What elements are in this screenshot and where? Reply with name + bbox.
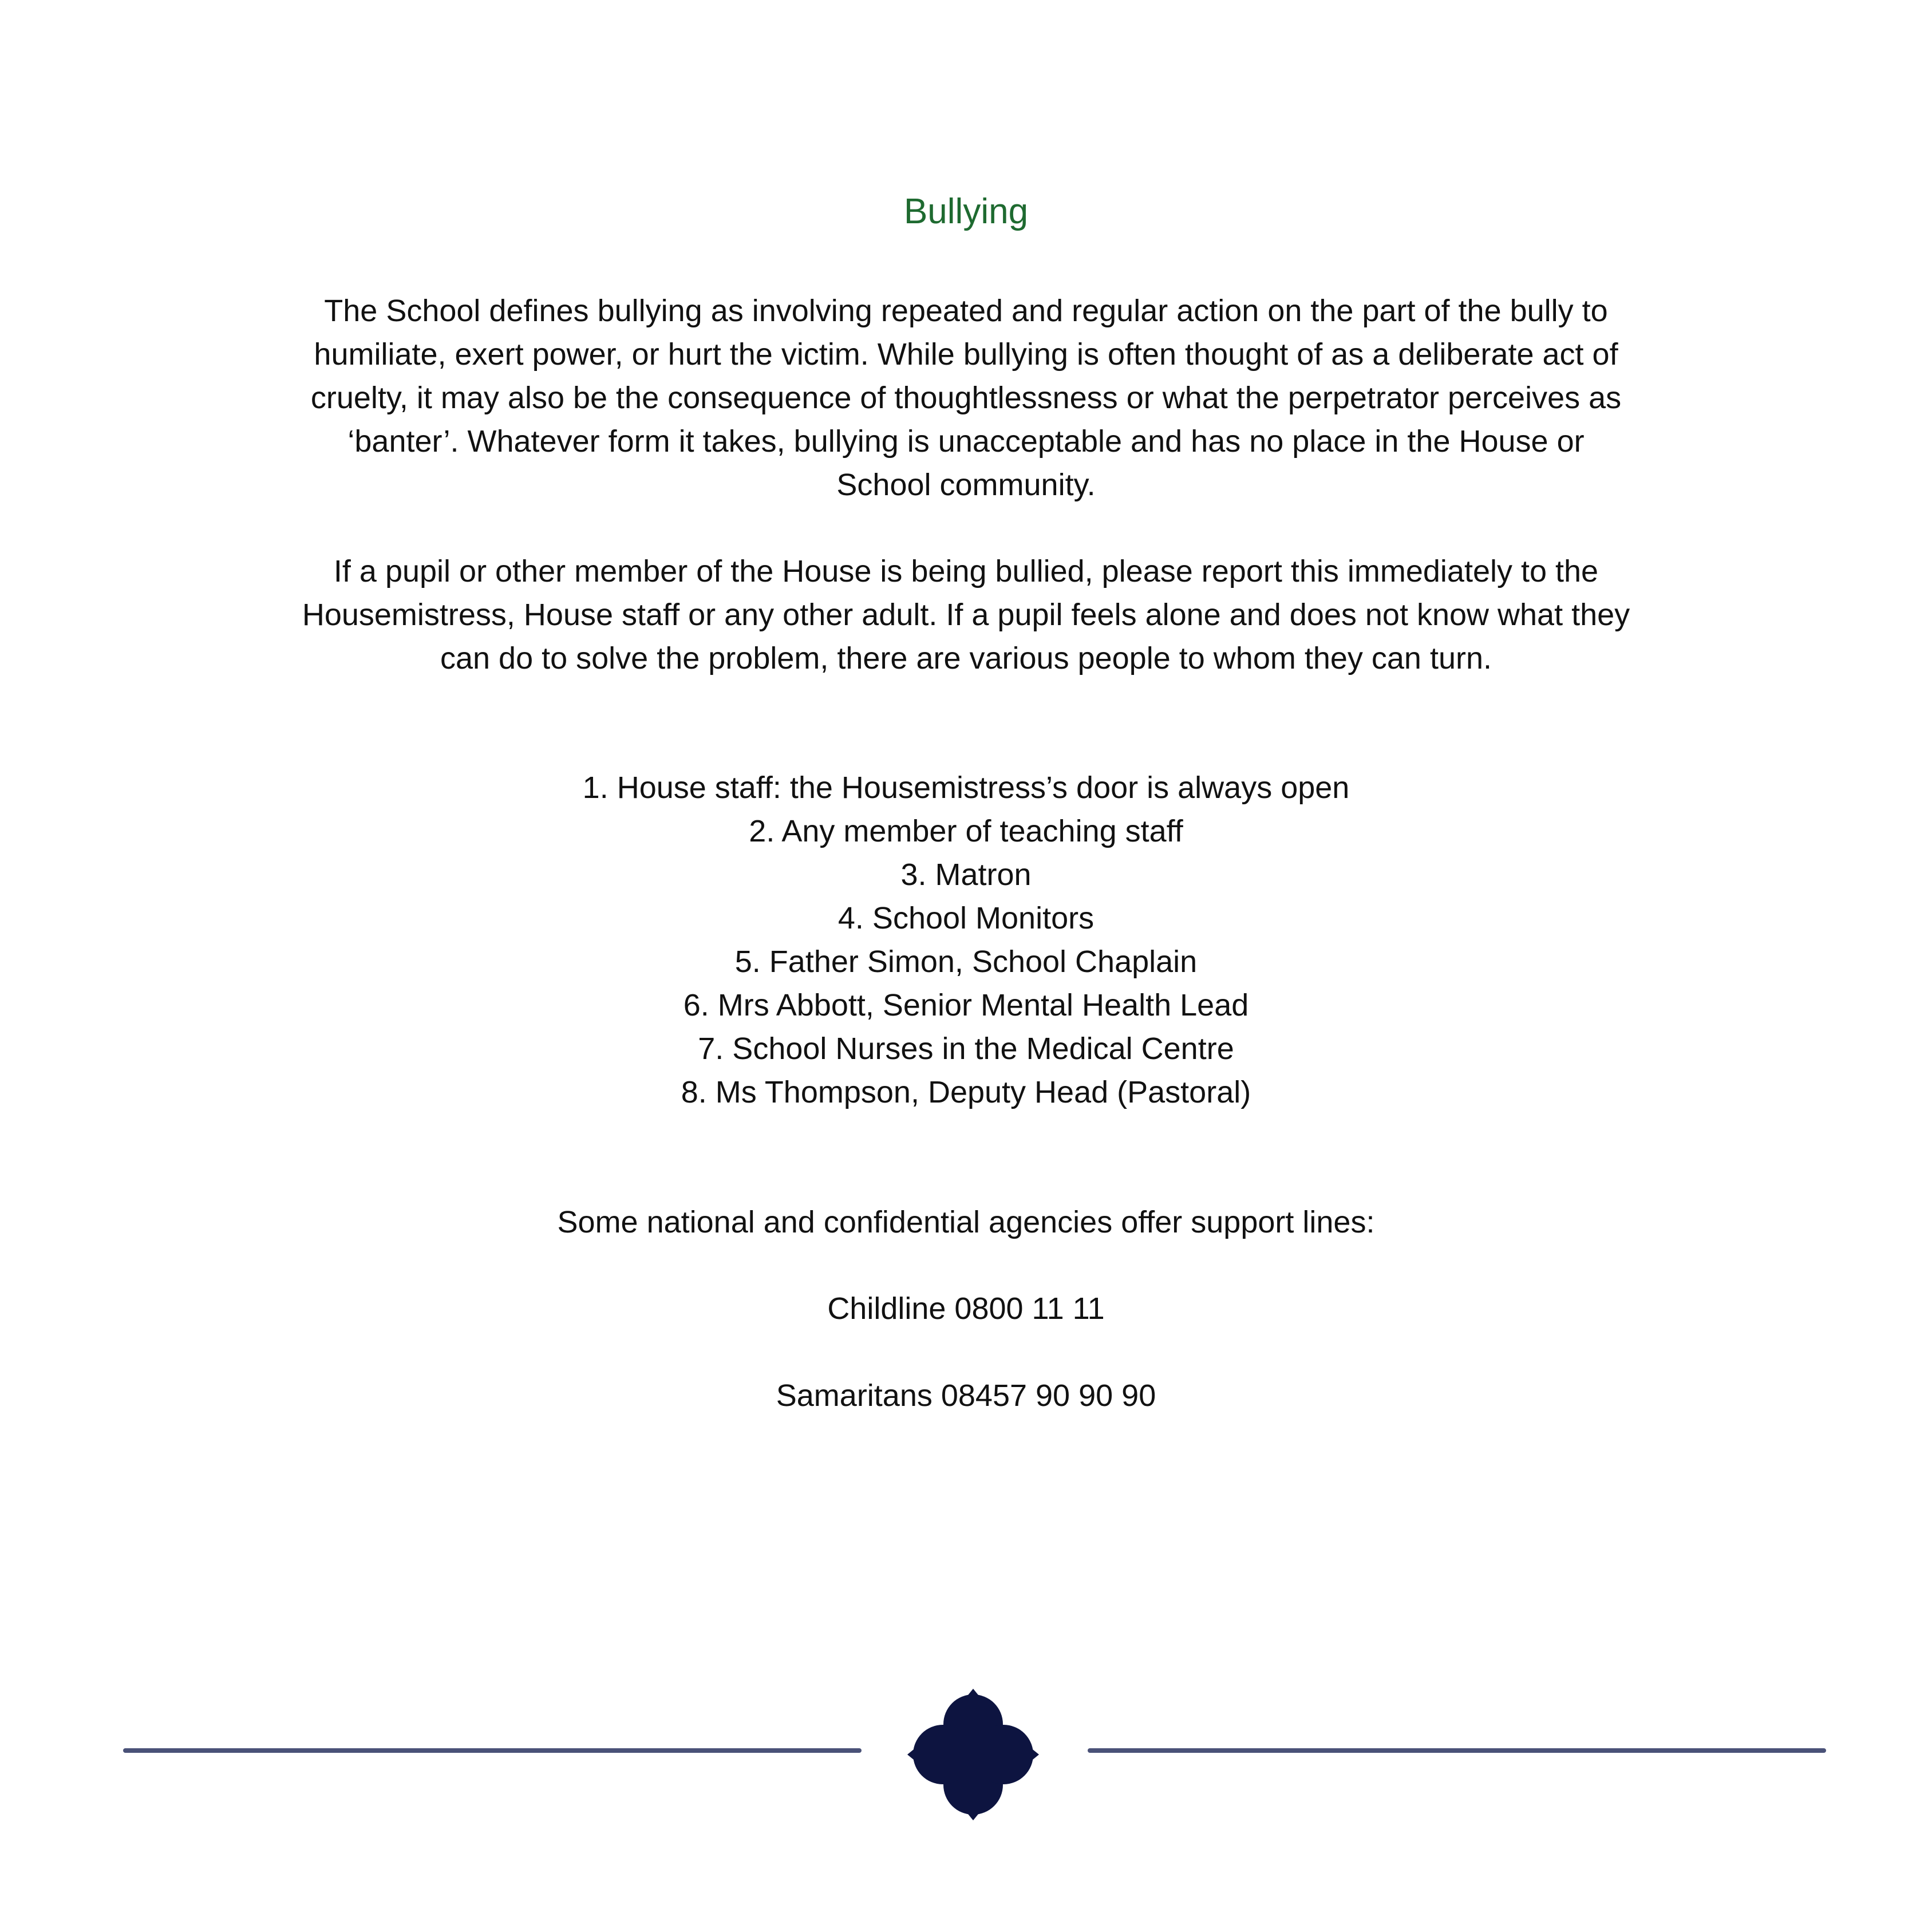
- footer-rule-right: [1088, 1748, 1826, 1753]
- list-item: 3. Matron: [900, 858, 1032, 892]
- reporting-paragraph: If a pupil or other member of the House is being bullied, please report this immediately to the Housemistress, House staff or any other adult. If a pupil feels alone and does not know what they can do to solve the problem, there are various people to whom they can turn.: [302, 554, 1630, 675]
- samaritans-number: Samaritans 08457 90 90 90: [776, 1378, 1156, 1413]
- quatrefoil-icon: [907, 1689, 1039, 1820]
- footer-rule-left: [123, 1748, 862, 1753]
- list-item: 5. Father Simon, School Chaplain: [734, 945, 1198, 979]
- list-item: 1. House staff: the Housemistress’s door is always open: [582, 771, 1350, 805]
- list-item: 4. School Monitors: [837, 901, 1095, 935]
- list-item: 6. Mrs Abbott, Senior Mental Health Lead: [683, 988, 1249, 1022]
- list-item: 8. Ms Thompson, Deputy Head (Pastoral): [681, 1075, 1251, 1109]
- childline-number: Childline 0800 11 11: [827, 1291, 1105, 1326]
- page-title: Bullying: [903, 192, 1029, 231]
- footer-ornament: [0, 1677, 1932, 1815]
- agencies-intro: Some national and confidential agencies offer support lines:: [557, 1205, 1375, 1239]
- list-item: 2. Any member of teaching staff: [749, 814, 1183, 848]
- list-item: 7. School Nurses in the Medical Centre: [698, 1032, 1234, 1066]
- contacts-list: [0, 766, 1932, 1114]
- definition-paragraph: The School defines bullying as involving repeated and regular action on the part of the bully to humiliate, exert power, or hurt the victim. While bullying is often thought of as a deliberate act of cruelty, it may also be the consequence of thoughtlessness or what the perpetrator perceives as ‘banter’. Whatever form it takes, bullying is unacceptable and has no place in the House or School community.: [310, 294, 1622, 502]
